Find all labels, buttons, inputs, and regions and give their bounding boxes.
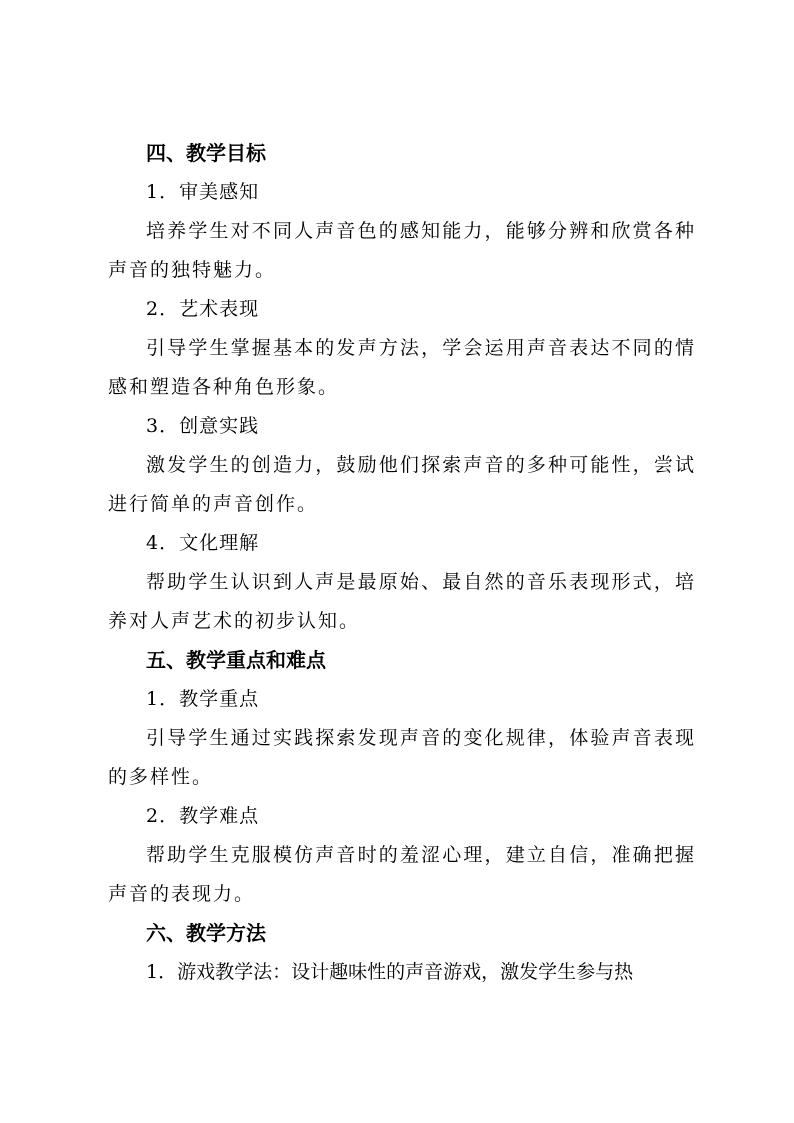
objective-text-aesthetic: 培养学生对不同人声音色的感知能力，能够分辨和欣赏各种声音的独特魅力。: [108, 220, 696, 281]
objective-text-art-expression: 引导学生掌握基本的发声方法，学会运用声音表达不同的情感和塑造各种角色形象。: [108, 337, 696, 398]
document-body: [108, 134, 696, 992]
difficulty-title: 2．教学难点: [146, 805, 260, 827]
section-heading-methods: 六、教学方法: [146, 921, 266, 945]
key-point-title: 1．教学重点: [146, 688, 260, 710]
section-heading-key-points: 五、教学重点和难点: [146, 648, 326, 672]
objective-title-creative-practice: 3．创意实践: [146, 415, 260, 437]
objective-title-art-expression: 2．艺术表现: [146, 298, 260, 320]
method-item-game: 1．游戏教学法：设计趣味性的声音游戏，激发学生参与热: [146, 961, 634, 983]
objective-text-creative-practice: 激发学生的创造力，鼓励他们探索声音的多种可能性，尝试进行简单的声音创作。: [108, 454, 696, 515]
objective-title-aesthetic: 1．审美感知: [146, 181, 260, 203]
key-point-text: 引导学生通过实践探索发现声音的变化规律，体验声音表现的多样性。: [108, 727, 696, 788]
section-heading-objectives: 四、教学目标: [146, 141, 266, 165]
difficulty-text: 帮助学生克服模仿声音时的羞涩心理，建立自信，准确把握声音的表现力。: [108, 844, 696, 905]
objective-title-cultural-understanding: 4．文化理解: [146, 532, 260, 554]
objective-text-cultural-understanding: 帮助学生认识到人声是最原始、最自然的音乐表现形式，培养对人声艺术的初步认知。: [108, 571, 696, 632]
